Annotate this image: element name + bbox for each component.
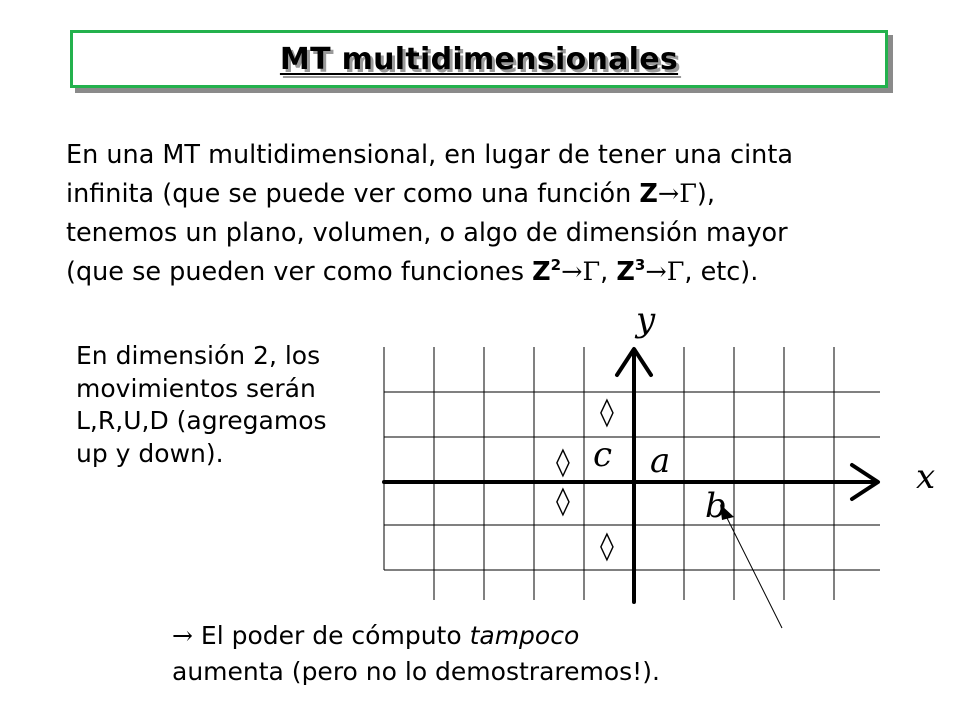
y-axis-label: y [636, 300, 656, 340]
intro-text: (que se pueden ver como funciones [66, 257, 533, 287]
conclusion-line-1 [172, 618, 812, 654]
exponent-3: 3 [634, 256, 646, 274]
gamma-symbol: Γ [666, 257, 685, 287]
cell-symbol-b: b [705, 486, 727, 526]
intro-text: tenemos un plano, volumen, o algo de dimensión mayor [66, 218, 788, 248]
intro-text: , etc). [684, 257, 759, 287]
arrow-bullet-icon: → [172, 621, 193, 650]
diamond-symbol: ◊ [600, 395, 614, 428]
side-text-line: En dimensión 2, los [76, 341, 321, 370]
x-axis-label: x [916, 457, 936, 497]
cell-symbol-a: a [650, 441, 671, 481]
z-symbol: Z [639, 179, 658, 209]
conclusion [172, 618, 812, 690]
emphasis-text: tampoco [469, 621, 580, 650]
z-symbol: Z [532, 257, 551, 287]
intro-text: ), [696, 179, 715, 209]
arrow-symbol: → [645, 257, 667, 287]
gamma-symbol: Γ [679, 179, 697, 209]
separator: , [600, 257, 617, 287]
conclusion-text: El poder de cómputo [192, 621, 470, 650]
cell-symbol-c: c [593, 435, 613, 475]
intro-text: infinita (que se puede ver como una función [66, 179, 640, 209]
side-text-line: L,R,U,D (agregamos [76, 406, 327, 435]
gamma-symbol: Γ [582, 257, 601, 287]
arrow-symbol: → [657, 179, 680, 209]
diamond-symbol: ◊ [556, 445, 570, 478]
exponent-2: 2 [550, 256, 562, 274]
arrow-symbol: → [561, 257, 583, 287]
z-symbol: Z [616, 257, 635, 287]
intro-text: En una MT multidimensional, en lugar de tener una cinta [66, 140, 793, 170]
diamond-symbol: ◊ [600, 529, 614, 562]
page-title: MT multidimensionales [279, 41, 679, 77]
conclusion-line-2: aumenta (pero no lo demostraremos!). [172, 657, 660, 686]
side-text-line: movimientos serán [76, 373, 316, 403]
side-text-line: up y down). [76, 438, 224, 468]
diamond-symbol: ◊ [556, 484, 570, 517]
